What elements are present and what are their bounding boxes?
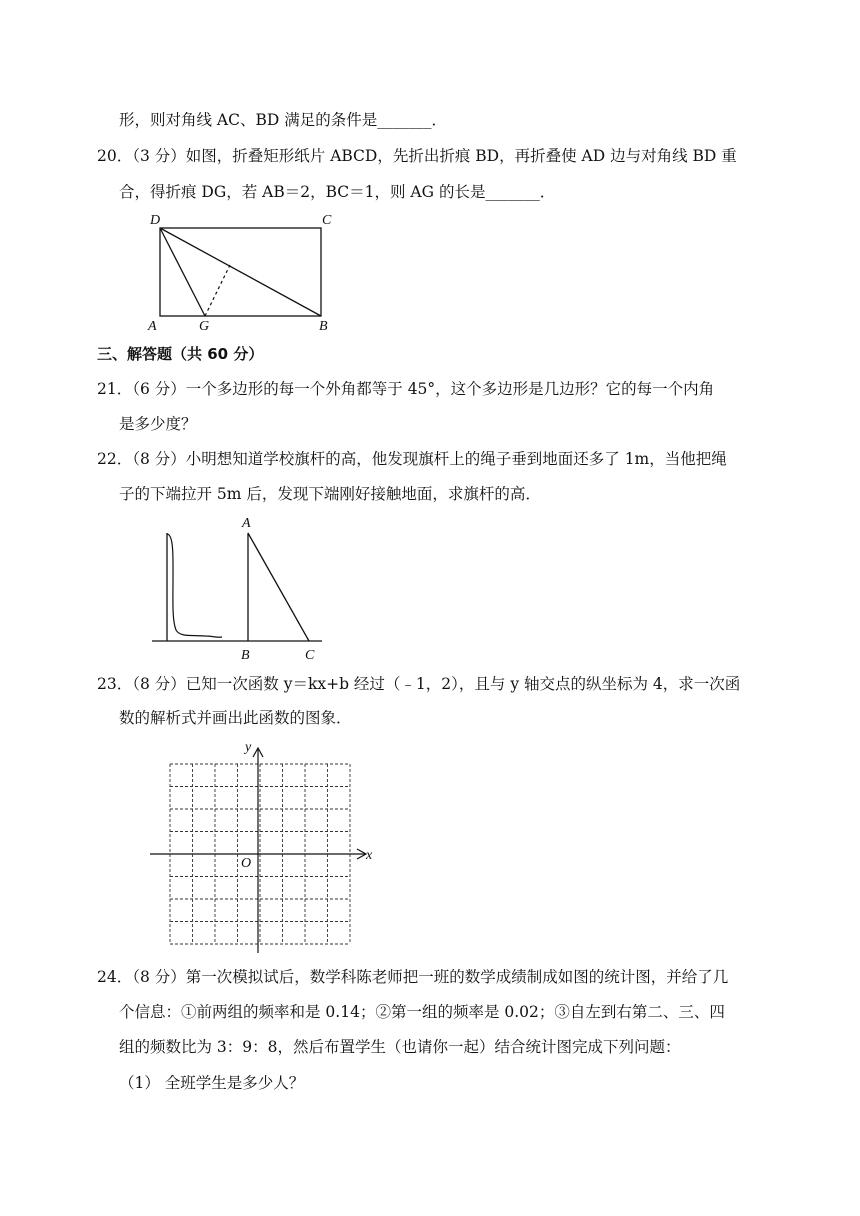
fig20-label-b: B <box>319 319 328 334</box>
question-20-line-2: 合，得折痕 DG，若 AB＝2，BC＝1，则 AG 的长是_______． <box>119 183 556 201</box>
question-23-line-1: 23．（8 分）已知一次函数 y＝kx+b 经过（﹣1，2），且与 y 轴交点的纵坐标为 4，求一次函 <box>97 675 741 693</box>
fig23-label-y: y <box>245 740 252 755</box>
question-22-line-1: 22．（8 分）小明想知道学校旗杆的高，他发现旗杆上的绳子垂到地面还多了 1m，当他把绳 <box>97 450 727 468</box>
question-21-line-2: 是多少度？ <box>119 415 197 433</box>
question-22-line-2: 子的下端拉开 5m 后，发现下端刚好接触地面，求旗杆的高． <box>119 485 541 503</box>
fig20-label-c: C <box>322 213 332 228</box>
question-24-line-3: 组的频数比为 3：9：8，然后布置学生（也请你一起）结合统计图完成下列问题： <box>119 1038 681 1056</box>
fig22-label-c: C <box>305 648 315 663</box>
fig23-label-x: x <box>366 848 373 863</box>
question-20-line-1: 20．（3 分）如图，折叠矩形纸片 ABCD，先折出折痕 BD，再折叠使 AD 边与对角线 BD 重 <box>97 147 737 165</box>
question-23-line-2: 数的解析式并画出此函数的图象． <box>119 709 352 727</box>
text-line-1: 形，则对角线 AC、BD 满足的条件是_______． <box>119 111 447 129</box>
question-24-part-1: （1） 全班学生是多少人？ <box>119 1074 305 1092</box>
section-3-heading: 三、解答题（共 60 分） <box>97 345 264 363</box>
fig23-label-o: O <box>241 856 252 871</box>
fig20-label-g: G <box>199 319 210 334</box>
question-24-line-1: 24．（8 分）第一次模拟试后，数学科陈老师把一班的数学成绩制成如图的统计图，并给了几 <box>97 968 729 986</box>
fig22-label-b: B <box>241 648 250 663</box>
fig20-label-a: A <box>148 319 157 334</box>
fig20-label-d: D <box>150 213 161 228</box>
fig22-label-a: A <box>242 516 251 531</box>
question-21-line-1: 21．（6 分）一个多边形的每一个外角都等于 45°，这个多边形是几边形？它的每一个内角 <box>97 380 715 398</box>
question-24-line-2: 个信息：①前两组的频率和是 0.14；②第一组的频率是 0.02；③自左到右第二、三、四 <box>119 1003 725 1021</box>
